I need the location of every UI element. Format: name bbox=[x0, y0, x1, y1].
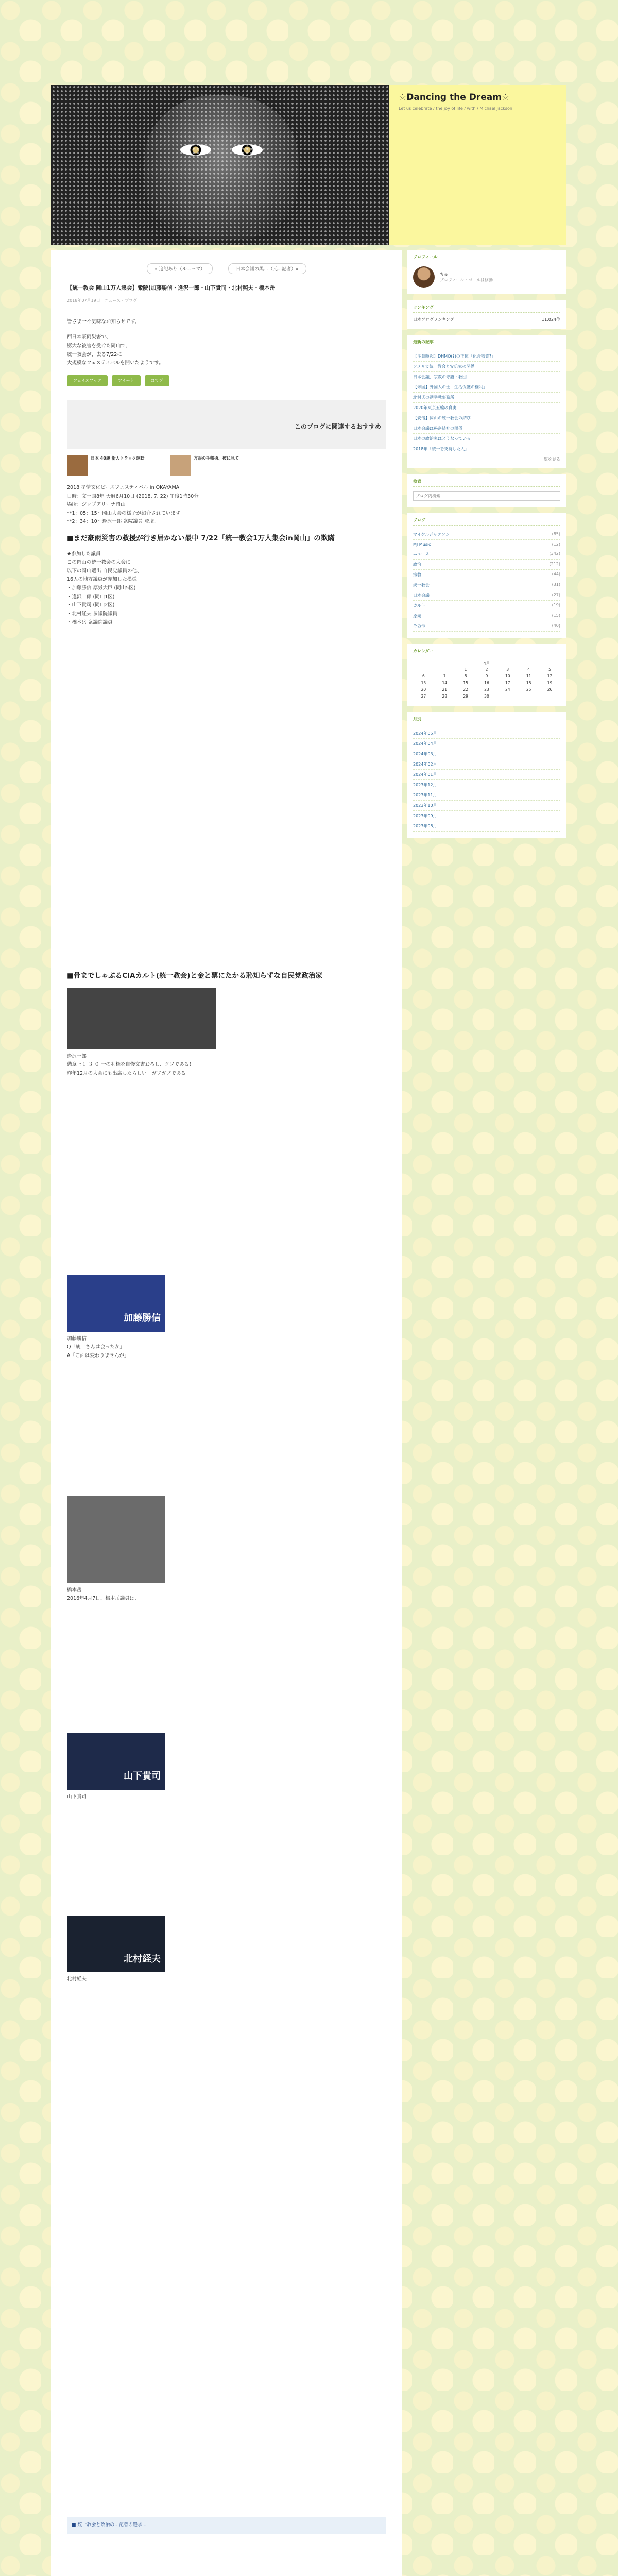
ranking-label[interactable]: 日本ブログランキング bbox=[413, 317, 454, 322]
footer-link[interactable]: ■ 統一教会と政治の...記者の選挙... bbox=[67, 2517, 386, 2534]
header-image bbox=[52, 85, 389, 245]
recent-post-item[interactable]: 【注意喚起】DHMO(?)の正体「化合物質?」 bbox=[413, 351, 560, 362]
category-item[interactable]: ニュース (342) bbox=[413, 549, 560, 560]
category-item[interactable]: MJ Music (12) bbox=[413, 540, 560, 549]
widget-heading: 最新の記事 bbox=[413, 339, 560, 347]
photo-label: 北村経夫 bbox=[124, 1953, 161, 1964]
share-tweet-button[interactable]: ツイート bbox=[112, 375, 141, 386]
archive-item[interactable]: 2023年12月 bbox=[413, 780, 560, 790]
more-link[interactable]: 一覧を見る bbox=[540, 457, 560, 462]
ad-item[interactable]: 日本 40歳 新入トラック運転 bbox=[67, 455, 160, 480]
archive-item[interactable]: 2024年03月 bbox=[413, 749, 560, 759]
photo-image bbox=[67, 1275, 165, 1332]
recent-post-item[interactable]: 2020年東京五輪の真実 bbox=[413, 403, 560, 413]
profile-sub: プロフィール・ゴールは移動 bbox=[440, 278, 493, 282]
category-item[interactable]: その他 (40) bbox=[413, 621, 560, 632]
intro-text: 西日本豪雨災害で、 膨大な被害を受けた岡山で、 統一教会が、去る7/22に 大規模なフェスティバルを開いたようです。 bbox=[67, 334, 164, 366]
archive-item[interactable]: 2023年08月 bbox=[413, 821, 560, 832]
archive-item[interactable]: 2024年05月 bbox=[413, 728, 560, 739]
search-widget bbox=[407, 474, 566, 507]
section-text: 山下貴司 bbox=[67, 1793, 87, 1800]
archive-item[interactable]: 2023年10月 bbox=[413, 801, 560, 811]
photo-label: 加藤勝信 bbox=[124, 1313, 161, 1324]
avatar[interactable] bbox=[413, 266, 435, 288]
widget-heading: プロフィール bbox=[413, 254, 560, 262]
blog-widget bbox=[407, 513, 566, 638]
archive-item[interactable]: 2023年09月 bbox=[413, 811, 560, 821]
recent-post-item[interactable]: 北村氏の選挙戦事務所 bbox=[413, 393, 560, 403]
post-meta: 2018年07月19日 | ニュース・ブログ bbox=[67, 298, 138, 303]
category-item[interactable]: 原発 (15) bbox=[413, 611, 560, 621]
widget-heading: カレンダー bbox=[413, 648, 560, 656]
recent-post-item[interactable]: アメリカ統一教会と安倍家の関係 bbox=[413, 362, 560, 372]
photo-image bbox=[67, 1916, 165, 1972]
category-item[interactable]: 日本会議 (27) bbox=[413, 590, 560, 601]
category-item[interactable]: カルト (19) bbox=[413, 601, 560, 611]
photo-image bbox=[67, 1733, 165, 1790]
photo-image bbox=[67, 1496, 165, 1583]
intro-text: 皆さま一不気味なお知らせです。 bbox=[67, 318, 140, 325]
event-info: 2018 孝情文化ピースフェスティバル in OKAYAMA 日時：文一国8年 天暦6月10日 (2018. 7. 22) 午後1時30分 場所：ジップアリーナ岡山 **1：05：15～岡山大会の様子が紹介されています **2：34：10～逢沢一郎 衆院議員 登壇。 bbox=[67, 484, 199, 525]
calendar-month: 4月 bbox=[483, 661, 490, 666]
recent-posts-widget bbox=[407, 335, 566, 468]
profile-widget bbox=[407, 250, 566, 294]
ad-item[interactable]: 方眼の手帳術、彼に見て bbox=[170, 455, 263, 480]
main-content bbox=[52, 250, 402, 2576]
category-item[interactable]: 統一教会 (31) bbox=[413, 580, 560, 590]
blog-title[interactable]: ☆Dancing the Dream☆ bbox=[399, 92, 510, 103]
section-text: ★参加した議員 この岡山の統一教会の大会に 以下の岡山選出 自民党議員の他、 16人の地方議員が参加した模様 ・加藤勝信 厚労大臣 (岡山5区) ・逢沢一郎 (岡山1区) ・山下貴司 (岡山2区) ・北村経夫 参議院議員 ・橋本岳 衆議院議員 bbox=[67, 551, 142, 625]
archive-item[interactable]: 2024年01月 bbox=[413, 770, 560, 780]
section-heading: ■まだ豪雨災害の救援が行き届かない最中 7/22「統一教会1万人集会in岡山」の欺瞞 bbox=[67, 534, 335, 543]
archive-item[interactable]: 2023年11月 bbox=[413, 790, 560, 801]
widget-heading: ランキング bbox=[413, 304, 560, 313]
widget-heading: ブログ bbox=[413, 517, 560, 526]
ranking-widget bbox=[407, 300, 566, 329]
search-input[interactable] bbox=[413, 491, 560, 501]
photo-label: 山下貴司 bbox=[124, 1771, 161, 1782]
related-ads bbox=[67, 400, 386, 449]
widget-heading: 月別 bbox=[413, 716, 560, 724]
calendar-widget bbox=[407, 644, 566, 706]
archive-item[interactable]: 2024年04月 bbox=[413, 739, 560, 749]
sidebar bbox=[407, 250, 566, 2576]
recent-post-item[interactable]: 【安倍】岡山の統一教会の結び bbox=[413, 413, 560, 423]
next-post-link[interactable]: 日本会議の黒...（元...記者）» bbox=[228, 263, 306, 274]
section-heading: ■骨までしゃぶるCIAカルト(統一教会)と金と票にたかる恥知らずな自民党政治家 bbox=[67, 972, 322, 980]
archive-widget bbox=[407, 712, 566, 838]
category-item[interactable]: マイケルジャクソン (85) bbox=[413, 530, 560, 540]
calendar-table: 1 2 3 4 5 6 7 8 9 10 11 12 13 14 15 16 17 18 19 20 21 22 23 24 25 26 27 28 29 30 bbox=[421, 667, 553, 699]
category-item[interactable]: 宗教 (44) bbox=[413, 570, 560, 580]
prev-post-link[interactable]: « 追記あり（ル...ーマ） bbox=[147, 263, 213, 274]
ranking-value: 11,024位 bbox=[542, 317, 560, 322]
recent-post-item[interactable]: 2018年「統一を支持した人」 bbox=[413, 444, 560, 454]
blog-header bbox=[52, 85, 566, 245]
section-text: 加藤勝信 Q「統一さんは会ったか」 A「ご面は変わりませんが」 bbox=[67, 1335, 129, 1359]
category-item[interactable]: 政治 (212) bbox=[413, 560, 560, 570]
share-hatena-button[interactable]: はてブ bbox=[145, 375, 169, 386]
share-facebook-button[interactable]: フェイスブック bbox=[67, 375, 108, 386]
recent-post-item[interactable]: 日本の政治家はどうなっている bbox=[413, 434, 560, 444]
blog-subtitle: Let us celebrate / the joy of life / with / Michael Jackson bbox=[399, 106, 512, 111]
widget-heading: 検索 bbox=[413, 479, 560, 487]
recent-post-item[interactable]: 日本会議は秘密結社の関係 bbox=[413, 423, 560, 434]
recent-post-item[interactable]: 日本会議、宗教の守護・教団 bbox=[413, 372, 560, 382]
section-text: 橋本岳 2016年4月7日、橋本岳議員は、 bbox=[67, 1587, 140, 1602]
recent-post-item[interactable]: 【米国】外国人の士「生活保護の権利」 bbox=[413, 382, 560, 393]
post-title: 【統一教会 岡山1万人集会】衆院(加藤勝信・逢沢一郎・山下貴司・北村照夫・橋本岳 bbox=[67, 285, 276, 291]
related-heading: このブログに関連するおすすめ bbox=[294, 422, 381, 430]
photo-image bbox=[67, 988, 216, 1049]
section-text: 北村経夫 bbox=[67, 1976, 87, 1982]
archive-item[interactable]: 2024年02月 bbox=[413, 759, 560, 770]
section-text: 逢沢一郎 勲章上１ ３ ０ 一の利権を自慢文書おろし、クソである！ 昨年12月の大会にも出席したらしい。ガブガブである。 bbox=[67, 1053, 194, 1076]
profile-name[interactable]: ちゅ bbox=[440, 272, 448, 277]
